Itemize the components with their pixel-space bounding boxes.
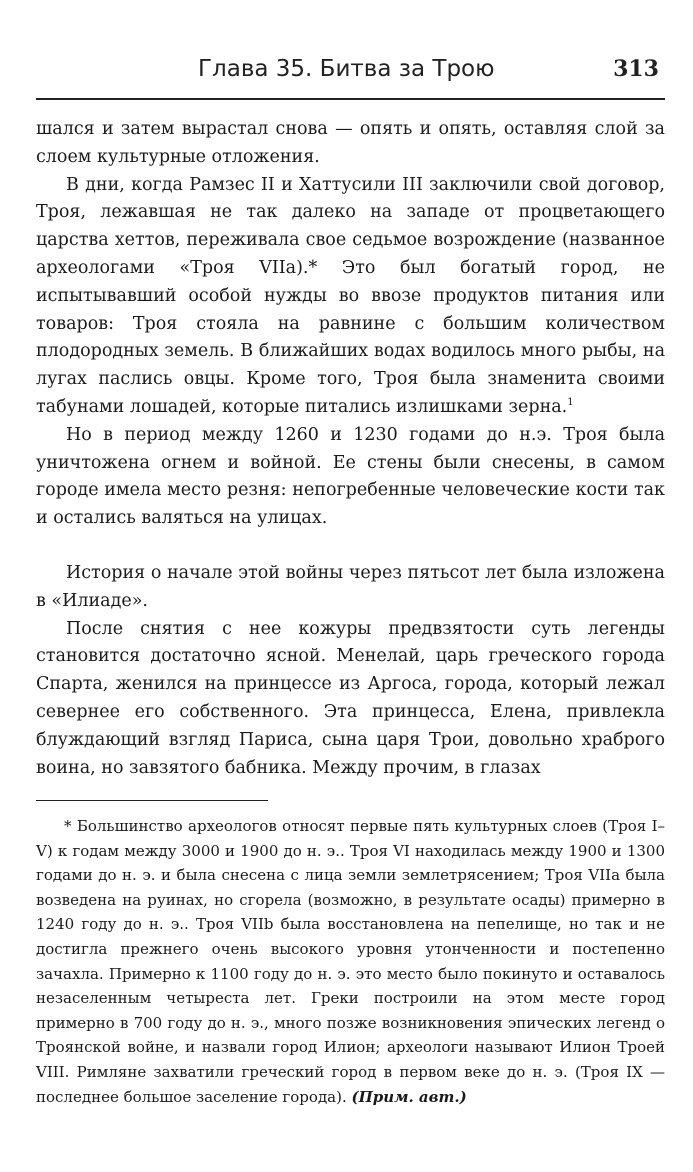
page-number: 313 [613, 56, 659, 82]
footnote-text: * Большинство археологов относят первые пять культурных слоев (Троя I–V) к годам между 3000 и 1900 до н. э.. Троя VI находилась между 1900 и 1300 годами до н. э. и была снесена с лица земли землетрясением; Троя VIIa была возведена на руинах, но сгорела (возможно, в результате осады) примерно в 1240 году до н. э.. Троя VIIb была восстановлена на пепелище, но так и не достигла прежнего очень высокого уровня утонченности и постепенно зачахла. Примерно к 1100 году до н. э. это место было покинуто и оставалось незаселенным четыреста лет. Греки построили на этом месте город примерно в 700 году до н. э., много позже возникновения эпических легенд о Троянской войне, и назвали город Илион; археологи называют Илион Троей VIII. Римляне захватили греческий город в первом веке до н. э. (Троя IX — последнее большое заселение города). [36, 817, 665, 1106]
paragraph [36, 172, 665, 422]
paragraph: История о начале этой войны через пятьсот лет была изложена в «Илиаде». [36, 562, 665, 611]
note-reference: 1 [567, 397, 574, 409]
header-rule [36, 98, 665, 100]
paragraph: Но в период между 1260 и 1230 годами до н.э. Троя была уничтожена огнем и войной. Ее стены были снесены, в самом городе имела место резня: непогребенные человеческие кости так и остались валяться на улицах. [36, 424, 665, 529]
paragraph-text: В дни, когда Рамзес II и Хаттусили III заключили свой договор, Троя, лежавшая не так далеко на западе от процветающего царства хеттов, переживала свое седьмое возрождение (названное археологами «Троя VIIa).* Это был богатый город, не испытывавший особой нужды во ввозе продуктов питания или товаров: Троя стояла на равнине с большим количеством плодородных земель. В ближайших водах водилось много рыбы, на лугах паслись овцы. Кроме того, Троя была знаменита своими табунами лошадей, которые питались излишками зерна. [36, 174, 665, 417]
running-header [36, 54, 665, 94]
paragraph-continuation: шался и затем вырастал снова — опять и опять, оставляя слой за слоем культурные отложения. [36, 119, 665, 167]
chapter-title: Глава 35. Битва за Трою [198, 56, 495, 82]
section-break [36, 533, 665, 560]
footnote [36, 814, 665, 1109]
footnote-tag: (Прим. авт.) [351, 1087, 467, 1106]
paragraph: После снятия с нее кожуры предвзятости суть легенды становится достаточно ясной. Менелай, царь греческого города Спарта, женился на принцессе из Аргоса, города, который лежал севернее его собственного. Эта принцесса, Елена, привлекла блуждающий взгляд Париса, сына царя Трои, довольно храброго воина, но завзятого бабника. Между прочим, в глазах [36, 618, 665, 778]
footnote-rule [36, 800, 268, 801]
main-text [36, 116, 665, 782]
